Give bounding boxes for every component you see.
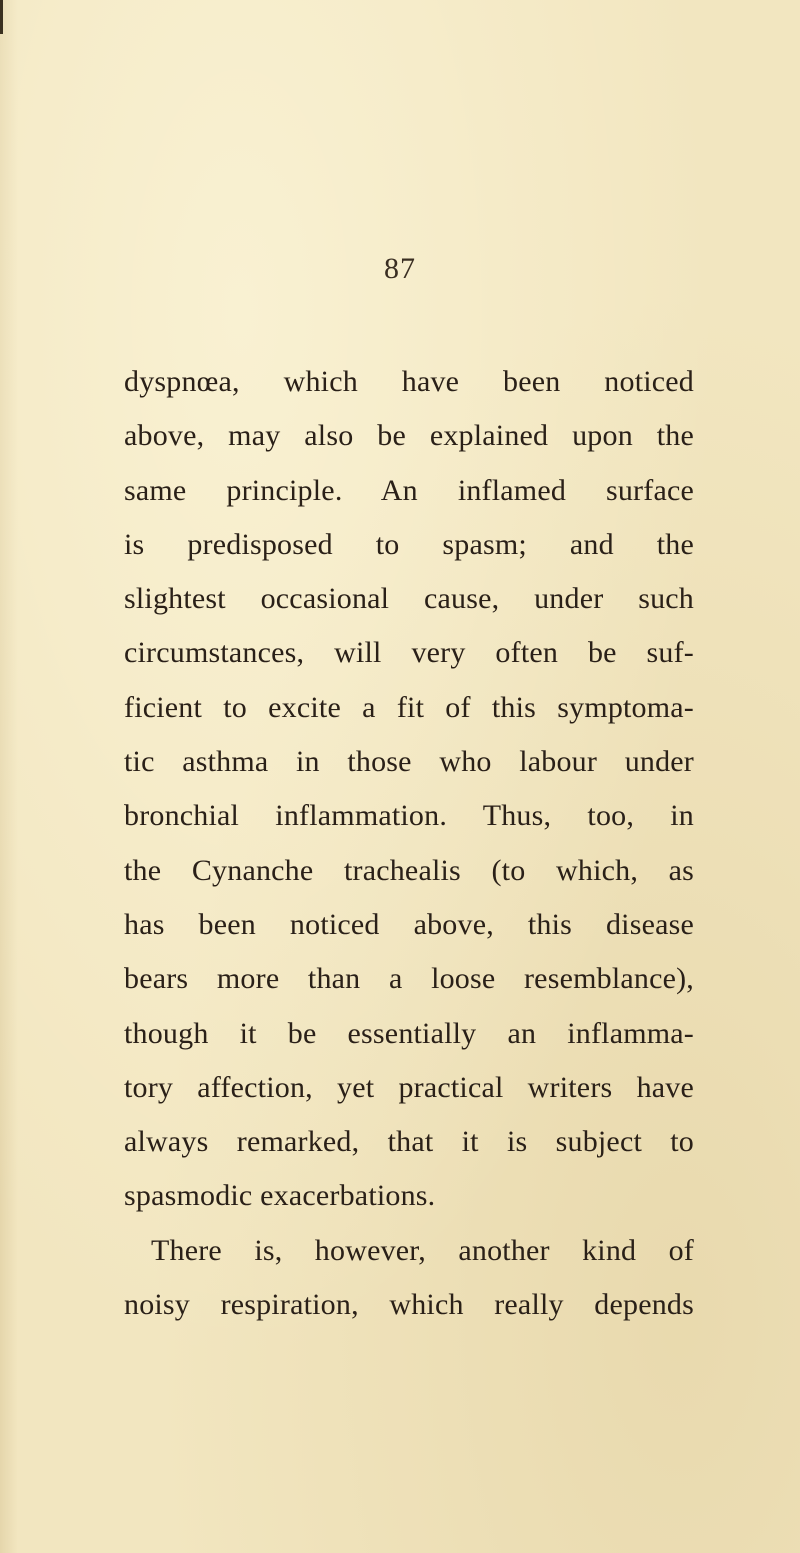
text-line: noisy respiration, which really depends xyxy=(124,1288,694,1322)
text-line: circumstances, will very often be suf- xyxy=(124,636,694,670)
text-line: tory affection, yet practical writers have xyxy=(124,1070,694,1104)
page-number: 87 xyxy=(384,252,416,285)
text-line: bronchial inflammation. Thus, too, in xyxy=(124,799,694,833)
body-text xyxy=(124,355,694,1332)
paragraph-start-line: There is, however, another kind of xyxy=(151,1233,694,1267)
text-line: bears more than a loose resemblance), xyxy=(124,962,694,996)
text-line: slightest occasional cause, under such xyxy=(124,582,694,616)
text-line: has been noticed above, this disease xyxy=(124,907,694,941)
text-line: the Cynanche trachealis (to which, as xyxy=(124,853,694,887)
text-line: tic asthma in those who labour under xyxy=(124,745,694,779)
text-line: same principle. An inflamed surface xyxy=(124,473,694,507)
text-line: is predisposed to spasm; and the xyxy=(124,527,694,561)
text-line: dyspnœa, which have been noticed xyxy=(124,365,694,398)
text-line: above, may also be explained upon the xyxy=(124,419,694,453)
page-edge-mark xyxy=(0,0,3,34)
text-line: though it be essentially an inflamma- xyxy=(124,1016,694,1050)
text-line: always remarked, that it is subject to xyxy=(124,1125,694,1159)
text-line: ficient to excite a fit of this symptoma- xyxy=(124,690,694,724)
text-line: spasmodic exacerbations. xyxy=(124,1179,436,1213)
